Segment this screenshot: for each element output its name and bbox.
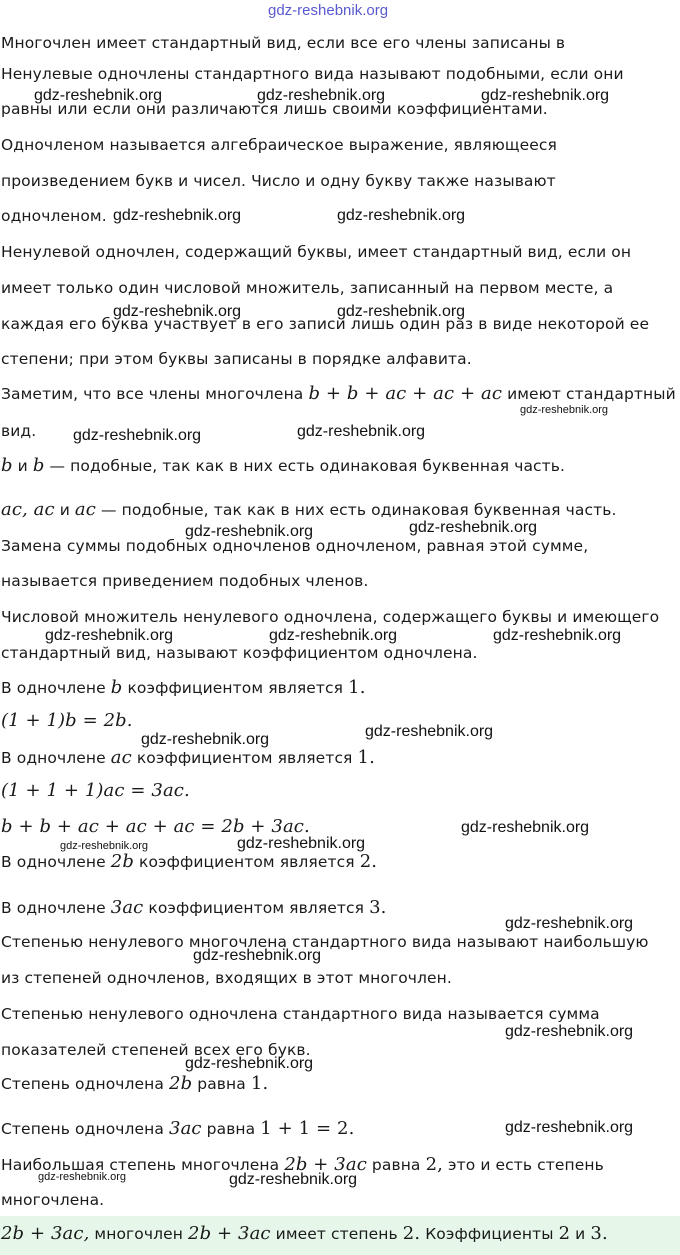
- text-line: одночленом.: [1, 207, 107, 225]
- text-line: называется приведением подобных членов.: [1, 572, 369, 590]
- watermark: gdz-reshebnik.org: [268, 2, 389, 19]
- math-line: b + b + ac + ac + ac = 2b + 3ac.: [1, 816, 310, 837]
- math-line: (1 + 1 + 1)ac = 3ac.: [1, 780, 190, 801]
- text-line: Степенью ненулевого одночлена стандартного вида называется сумма: [1, 1005, 600, 1023]
- watermark: gdz-reshebnik.org: [409, 519, 538, 536]
- text-line: В одночлене 2b коэффициентом является 2.: [1, 851, 378, 872]
- watermark: gdz-reshebnik.org: [113, 303, 242, 320]
- watermark: gdz-reshebnik.org: [505, 915, 634, 932]
- text-line: ac, ac и ac — подобные, так как в них есть одинаковая буквенная часть.: [1, 499, 617, 520]
- text-line: Наибольшая степень многочлена 2b + 3ac равна 2, это и есть степень: [1, 1154, 604, 1175]
- watermark: gdz-reshebnik.org: [493, 627, 622, 644]
- text-line: вид.: [1, 422, 37, 440]
- watermark: gdz-reshebnik.org: [193, 947, 322, 964]
- watermark: gdz-reshebnik.org: [113, 207, 242, 224]
- text-line: Степень одночлена 3ac равна 1 + 1 = 2.: [1, 1118, 355, 1139]
- text-line: Степенью ненулевого многочлена стандартного вида называют наибольшую: [1, 933, 649, 951]
- watermark: gdz-reshebnik.org: [505, 1119, 634, 1136]
- text-line: Степень одночлена 2b равна 1.: [1, 1073, 269, 1094]
- text-line: Заметим, что все члены многочлена b + b + ac + ac + ac имеют стандартный: [1, 383, 676, 404]
- text-line: произведением букв и чисел. Число и одну букву также называют: [1, 172, 556, 190]
- text-line: многочлена.: [1, 1191, 105, 1209]
- watermark: gdz-reshebnik.org: [60, 840, 149, 852]
- text-line: из степеней одночленов, входящих в этот многочлен.: [1, 969, 452, 987]
- text-line: каждая его буква участвует в его записи лишь один раз в виде некоторой ее: [1, 315, 650, 333]
- watermark: gdz-reshebnik.org: [297, 423, 426, 440]
- text-line: стандартный вид, называют коэффициентом одночлена.: [1, 644, 478, 662]
- text-line: Многочлен имеет стандартный вид, если все его члены записаны в: [1, 34, 566, 52]
- text-line: Ненулевой одночлен, содержащий буквы, имеет стандартный вид, если он: [1, 243, 632, 261]
- watermark: gdz-reshebnik.org: [73, 427, 202, 444]
- text-line: Числовой множитель ненулевого одночлена, содержащего буквы и имеющего: [1, 608, 660, 626]
- text-line: В одночлене ac коэффициентом является 1.: [1, 747, 375, 768]
- watermark: gdz-reshebnik.org: [185, 523, 314, 540]
- text-line: показателей степеней всех его букв.: [1, 1041, 311, 1059]
- watermark: gdz-reshebnik.org: [337, 207, 466, 224]
- text-line: В одночлене b коэффициентом является 1.: [1, 677, 366, 698]
- watermark: gdz-reshebnik.org: [365, 723, 494, 740]
- watermark: gdz-reshebnik.org: [461, 819, 590, 836]
- watermark: gdz-reshebnik.org: [257, 87, 386, 104]
- text-line: имеет только один числовой множитель, записанный на первом месте, а: [1, 279, 614, 297]
- watermark: gdz-reshebnik.org: [141, 731, 270, 748]
- text-line: степени; при этом буквы записаны в порядке алфавита.: [1, 350, 472, 368]
- answer-line: 2b + 3ac, многочлен 2b + 3ac имеет степень 2. Коэффициенты 2 и 3.: [1, 1223, 608, 1244]
- math-line: (1 + 1)b = 2b.: [1, 710, 133, 731]
- text-line: Замена суммы подобных одночленов одночленом, равная этой сумме,: [1, 537, 589, 555]
- watermark: gdz-reshebnik.org: [38, 1171, 127, 1183]
- watermark: gdz-reshebnik.org: [185, 1055, 314, 1072]
- watermark: gdz-reshebnik.org: [520, 404, 609, 416]
- watermark: gdz-reshebnik.org: [337, 303, 466, 320]
- watermark: gdz-reshebnik.org: [269, 627, 398, 644]
- watermark: gdz-reshebnik.org: [481, 87, 610, 104]
- watermark: gdz-reshebnik.org: [45, 627, 174, 644]
- text-line: равны или если они различаются лишь своими коэффициентами.: [1, 100, 548, 118]
- watermark: gdz-reshebnik.org: [229, 1171, 358, 1188]
- text-line: b и b — подобные, так как в них есть одинаковая буквенная часть.: [1, 455, 566, 476]
- text-line: Одночленом называется алгебраическое выражение, являющееся: [1, 136, 557, 154]
- watermark: gdz-reshebnik.org: [34, 87, 163, 104]
- math-expression: b + b + ac + ac + ac: [308, 383, 503, 404]
- watermark: gdz-reshebnik.org: [505, 1023, 634, 1040]
- watermark: gdz-reshebnik.org: [237, 835, 366, 852]
- text-line: В одночлене 3ac коэффициентом является 3.: [1, 897, 387, 918]
- text-line: Ненулевые одночлены стандартного вида называют подобными, если они: [1, 65, 624, 83]
